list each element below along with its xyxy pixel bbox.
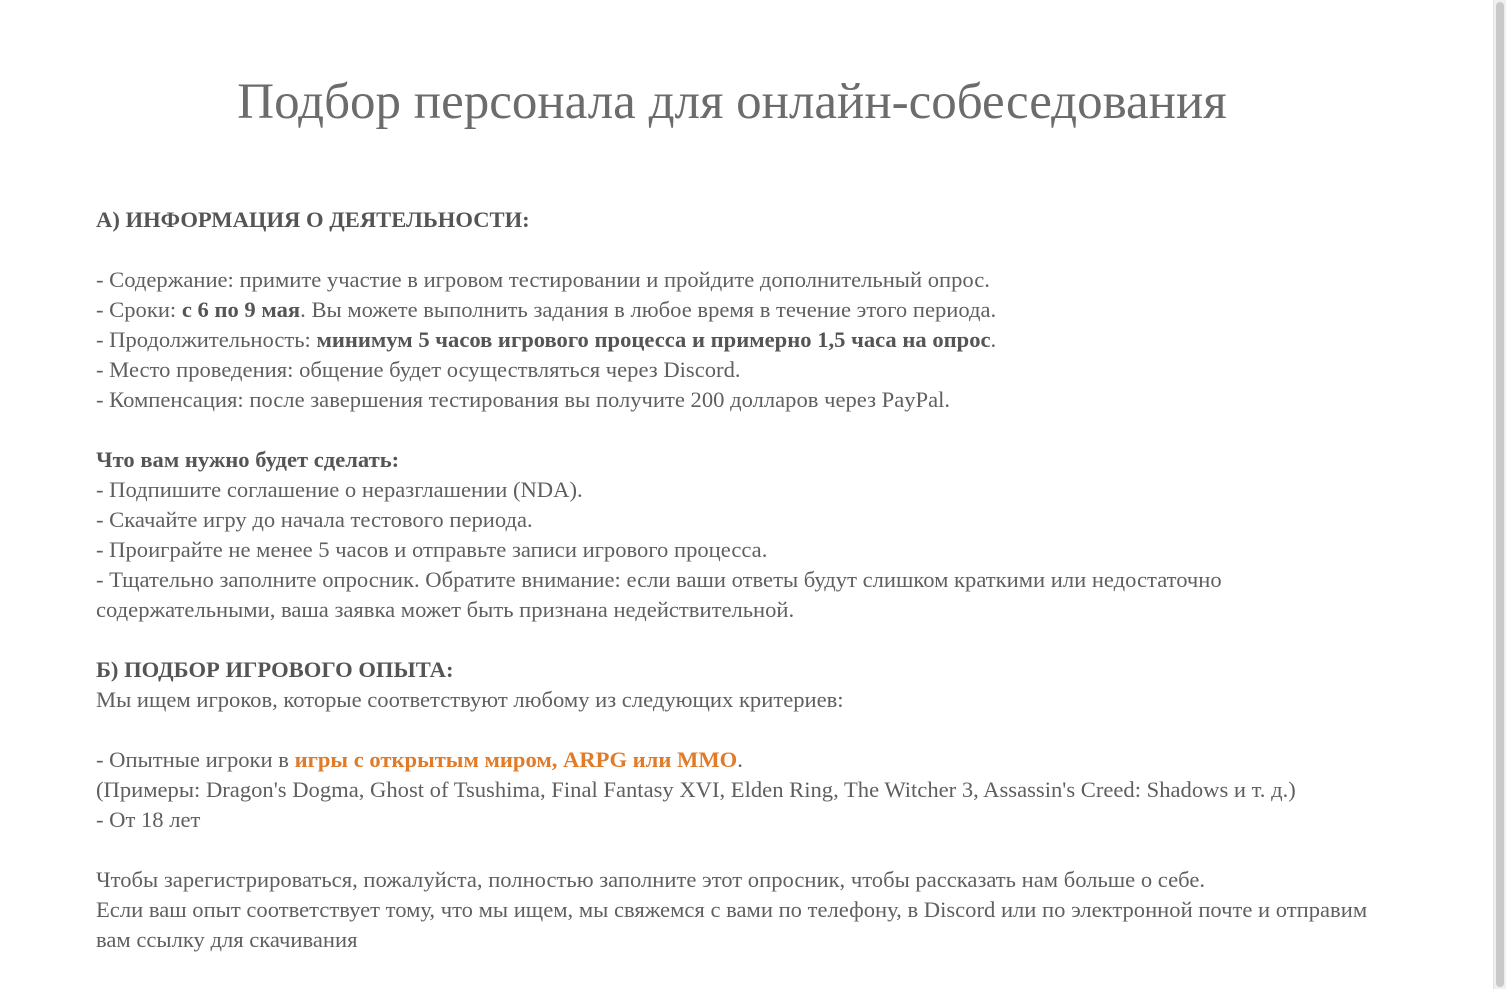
- compensation-line: - Компенсация: после завершения тестирования вы получите 200 долларов через PayPal.: [96, 387, 951, 412]
- page-title: Подбор персонала для онлайн-собеседования: [237, 74, 1227, 130]
- contact-instructions: Если ваш опыт соответствует тому, что мы ищем, мы свяжемся с вами по телефону, в Discord или по электронной почте и отправим вам ссылку для скачивания: [96, 897, 1368, 952]
- age-criterion: - От 18 лет: [96, 807, 201, 832]
- dates-line: - Сроки: с 6 по 9 мая. Вы можете выполнить задания в любое время в течение этого периода.: [96, 297, 997, 322]
- duration-line: - Продолжительность: минимум 5 часов игрового процесса и примерно 1,5 часа на опрос.: [96, 327, 997, 352]
- section-a-heading: А) ИНФОРМАЦИЯ О ДЕЯТЕЛЬНОСТИ:: [96, 207, 530, 232]
- task-item: - Скачайте игру до начала тестового периода.: [96, 507, 533, 532]
- vertical-scrollbar[interactable]: [1493, 0, 1506, 989]
- tasks-heading: Что вам нужно будет сделать:: [96, 447, 400, 472]
- content-line: - Содержание: примите участие в игровом тестировании и пройдите дополнительный опрос.: [96, 267, 990, 292]
- duration-highlight: минимум 5 часов игрового процесса и примерно 1,5 часа на опрос: [316, 327, 991, 352]
- examples-line: (Примеры: Dragon's Dogma, Ghost of Tsushima, Final Fantasy XVI, Elden Ring, The Witcher 3, Assassin's Creed: Shadows и т. д.): [96, 777, 1296, 802]
- scrollbar-thumb[interactable]: [1496, 2, 1504, 987]
- task-item: - Проиграйте не менее 5 часов и отправьте записи игрового процесса.: [96, 537, 768, 562]
- task-item: - Подпишите соглашение о неразглашении (NDA).: [96, 477, 583, 502]
- section-b-heading: Б) ПОДБОР ИГРОВОГО ОПЫТА:: [96, 657, 454, 682]
- location-line: - Место проведения: общение будет осуществляться через Discord.: [96, 357, 741, 382]
- task-item: - Тщательно заполните опросник. Обратите внимание: если ваши ответы будут слишком краткими или недостаточно содержательными, ваша заявка может быть признана недействительной.: [96, 567, 1222, 622]
- dates-highlight: с 6 по 9 мая: [181, 297, 301, 322]
- register-instructions: Чтобы зарегистрироваться, пожалуйста, полностью заполните этот опросник, чтобы рассказать нам больше о себе.: [96, 867, 1206, 892]
- players-criterion: - Опытные игроки в игры с открытым миром, ARPG или MMO.: [96, 747, 743, 772]
- form-description: [96, 205, 1386, 955]
- section-b-intro: Мы ищем игроков, которые соответствуют любому из следующих критериев:: [96, 687, 844, 712]
- game-genres-highlight: игры с открытым миром, ARPG или MMO: [294, 747, 738, 772]
